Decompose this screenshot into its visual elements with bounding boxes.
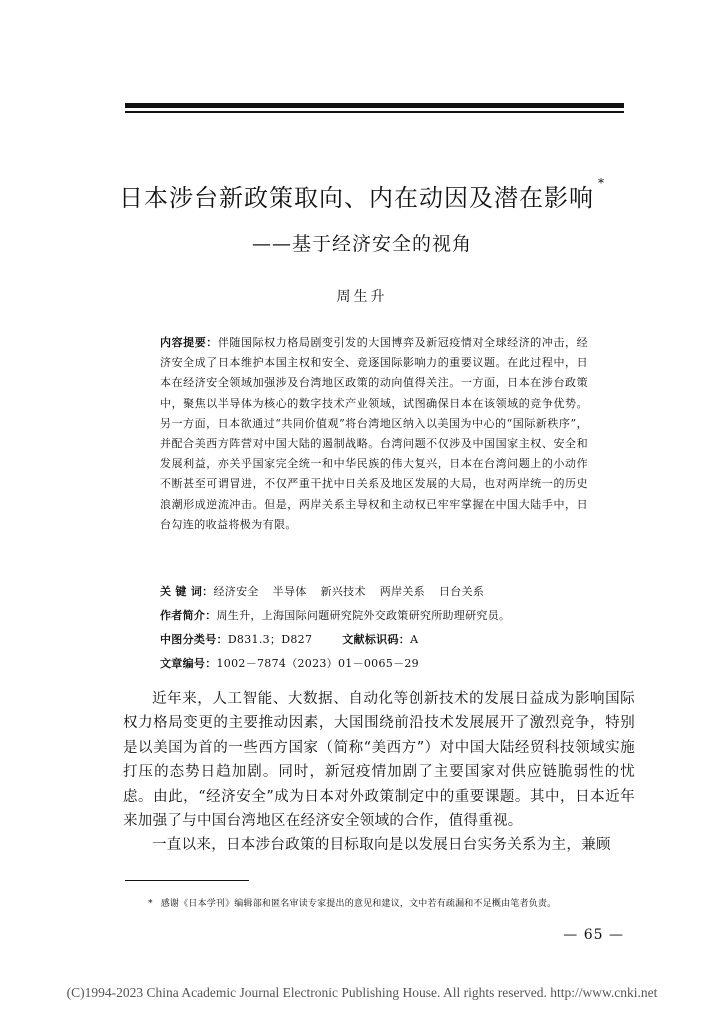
author-intro-label: 作者简介： [160,609,217,622]
header-rule-thin [125,111,624,113]
copyright-watermark: (C)1994-2023 China Academic Journal Electronic Publishing House. All rights reserved. http://www.cnki.net [66,985,658,1000]
article-subtitle: ——基于经济安全的视角 [251,233,472,255]
clc-value: D831.3；D827 [227,633,313,646]
keywords-label: 关 键 词： [160,585,214,598]
footnote [148,896,628,909]
keyword-item: 两岸关系 [379,585,425,598]
abstract [160,333,588,535]
author-intro-text: 周生升，上海国际问题研究院外交政策研究所助理研究员。 [216,609,511,622]
doc-code-label: 文献标识码： [342,633,411,646]
author-intro [160,607,620,623]
keyword-item: 经济安全 [213,585,259,598]
footnote-text: 感谢《日本学刊》编辑部和匿名审读专家提出的意见和建议，文中若有疏漏和不足概由笔者负责。 [160,899,557,909]
footnote-rule [125,880,249,881]
abstract-text: 伴随国际权力格局剧变引发的大国博弈及新冠疫情对全球经济的冲击，经济安全成了日本维护本国主权和安全、竞逐国际影响力的重要议题。在此过程中，日本在经济安全领域加强涉及台湾地区政策的动向值得关注。一方面，日本在涉台政策中，聚焦以半导体为核心的数字技术产业领域，试图确保日本在该领域的竞争优势。另一方面，日本欲通过“共同价值观”将台湾地区纳入以美国为中心的“国际新秩序”，并配合美西方阵营对中国大陆的遏制战略。台湾问题不仅涉及中国国家主权、安全和发展利益，亦关乎国家完全统一和中华民族的伟大复兴，日本在台湾问题上的小动作不断甚至可谓冒进，不仅严重干扰中日关系及地区发展的大局，也对两岸统一的历史浪潮形成逆流冲击。但是，两岸关系主导权和主动权已牢牢掌握在中国大陆手中，日台勾连的收益将极为有限。 [160,336,588,531]
body-paragraph: 近年来，人工智能、大数据、自动化等创新技术的发展日益成为影响国际权力格局变更的主要推动因素，大国围绕前沿技术发展展开了激烈竞争，特别是以美国为首的一些西方国家（简称“美西方”）对中国大陆经贸科技领域实施打压的态势日趋加剧。同时，新冠疫情加剧了主要国家对供应链脆弱性的忧虑。由此，“经济安全”成为日本对外政策制定中的重要课题。其中，日本近年来加强了与中国台湾地区在经济安全领域的合作，值得重视。 [123,691,635,830]
clc-label: 中图分类号： [160,633,228,646]
abstract-label: 内容提要： [160,336,218,349]
title-footnote-mark: * [598,176,605,190]
classification [160,631,620,647]
keyword-item: 半导体 [272,585,307,598]
title-text: 日本涉台新政策取向、内在动因及潜在影响 [119,184,594,212]
doc-code-value: A [410,633,419,646]
keyword-item: 日台关系 [438,585,485,598]
article-number-label: 文章编号： [160,657,217,670]
page-number: — 65 — [563,927,624,943]
article-number-value: 1002－7874（2023）01－0065－29 [216,657,419,670]
article-title [60,178,664,213]
body-paragraph: 一直以来，日本涉台政策的目标取向是以发展日台实务关系为主，兼顾 [152,837,611,854]
footnote-mark: * [148,899,153,909]
keywords [160,583,620,599]
body-text [123,687,635,858]
article-number [160,655,620,671]
author-name: 周生升 [336,289,388,305]
keyword-item: 新兴技术 [320,585,366,598]
header-rule-thick [125,103,624,108]
